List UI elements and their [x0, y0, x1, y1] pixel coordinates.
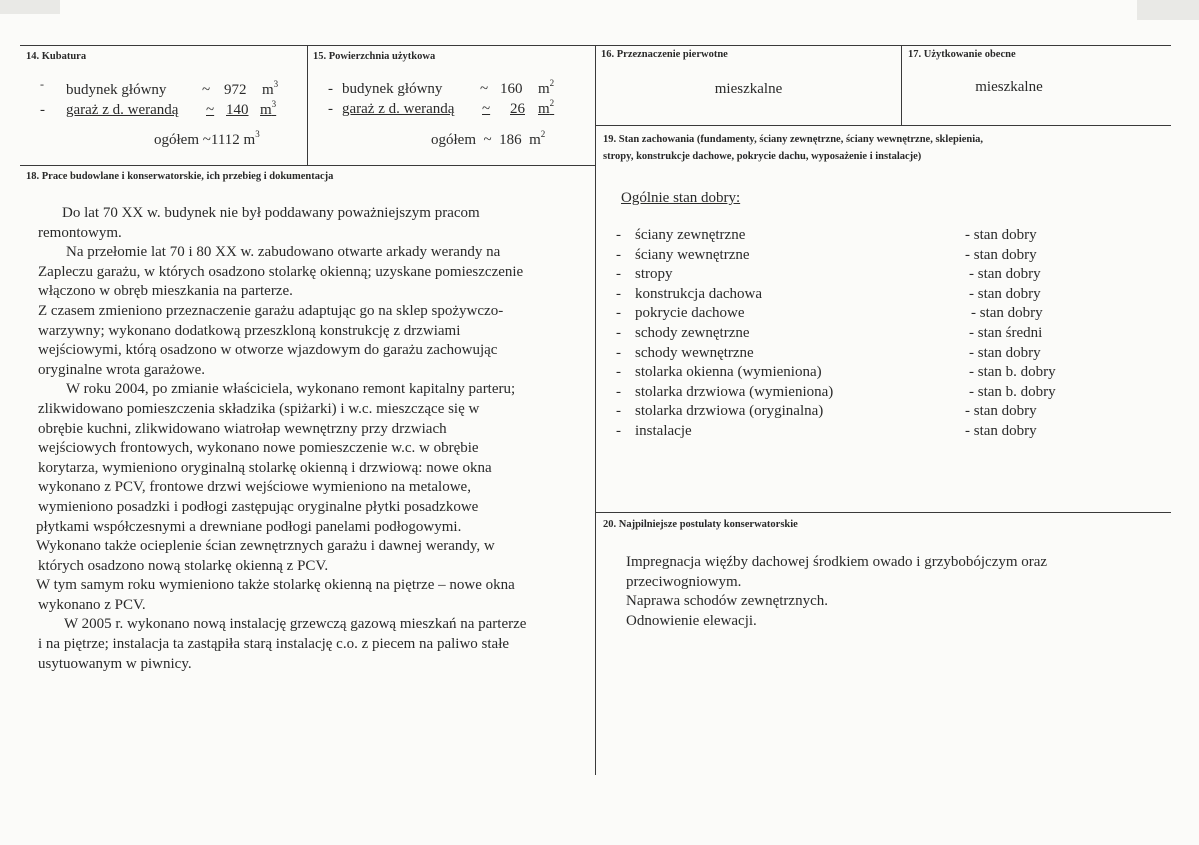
kubatura-value: 972: [224, 82, 247, 98]
kubatura-total-unit: $m^3$: [243, 129, 260, 148]
stan-row: - stropy - stan dobry: [616, 265, 1096, 285]
powierzchnia-total-value: 186: [499, 132, 522, 148]
stan-row: - ściany wewnętrzne - stan dobry: [616, 246, 1096, 266]
scan-corner-top-left: [0, 0, 60, 14]
powierzchnia-value: 160: [500, 81, 523, 97]
kubatura-value: 140: [226, 102, 249, 118]
stan-item-status: - stan dobry: [969, 266, 1041, 283]
prace-line: obrębie kuchni, zlikwidowano wiatrołap wewnętrzny przy drzwiach: [38, 420, 447, 437]
kubatura-unit: $m^3$: [260, 99, 277, 118]
stan-header: [603, 131, 983, 165]
stan-item-status: - stan dobry: [965, 246, 1037, 263]
prace-line: i na piętrze; instalacja ta zastąpiła starą instalację c.o. z piecem na paliwo stałe: [38, 636, 510, 653]
kubatura-total: [154, 131, 260, 151]
przeznaczenie-header: 16. Przeznaczenie pierwotne: [601, 49, 728, 60]
prace-line: oryginalne wrota garażowe.: [38, 361, 206, 378]
powierzchnia-total: [431, 131, 545, 151]
prace-line: zlikwidowano pomieszczenia składzika (spiżarki) i w.c. mieszczące się w: [38, 400, 480, 417]
prace-line: W tym samym roku wymieniono także stolarkę okienną na piętrze – nowe okna: [36, 577, 515, 594]
powierzchnia-total-label: ogółem: [431, 132, 476, 148]
prace-header: 18. Prace budowlane i konserwatorskie, ich przebieg i dokumentacja: [26, 171, 334, 182]
stan-item-status: - stan b. dobry: [969, 364, 1056, 381]
powierzchnia-unit: $m^2$: [538, 78, 555, 97]
uzytkowanie-header: 17. Użytkowanie obecne: [908, 49, 1016, 60]
prace-line: Na przełomie lat 70 i 80 XX w. zabudowano otwarte arkady werandy na: [66, 244, 501, 261]
prace-line: włączono w obręb mieszkania na parterze.: [38, 283, 293, 300]
kubatura-unit: $m^3$: [262, 79, 279, 98]
prace-line: usytuowanym w piwnicy.: [38, 655, 192, 672]
prace-line: warzywny; wykonano dodatkową przeszkloną konstrukcję z drzwiami: [38, 322, 461, 339]
stan-row: - schody zewnętrzne - stan średni: [616, 324, 1096, 344]
kubatura-label: budynek główny: [66, 82, 167, 98]
postulaty-line: Naprawa schodów zewnętrznych.: [626, 593, 828, 610]
stan-summary: Ogólnie stan dobry:: [621, 190, 741, 206]
prace-line: W 2005 r. wykonano nową instalację grzewczą gazową mieszkań na parterze: [64, 616, 527, 633]
stan-item-status: - stan dobry: [971, 305, 1043, 322]
prace-line: korytarza, wymieniono oryginalną stolarkę okienną i drzwiową: nowe okna: [38, 459, 492, 476]
kubatura-total-label: ogółem: [154, 132, 199, 148]
stan-row: - pokrycie dachowe - stan dobry: [616, 304, 1096, 324]
prace-line: wejściowymi, którą osadzono w otworze wjazdowym do garażu zachowując: [38, 342, 498, 359]
stan-item-name: stropy: [635, 266, 673, 283]
stan-row: - schody wewnętrzne - stan dobry: [616, 344, 1096, 364]
kubatura-approx: ~: [202, 82, 211, 98]
stan-item-status: - stan dobry: [965, 423, 1037, 439]
prace-line: których osadzono nową stolarkę okienną z PCV.: [38, 557, 329, 574]
prace-line: Wykonano także ocieplenie ścian zewnętrznych garażu i dawnej werandy, w: [36, 538, 495, 555]
stan-item-status: - stan b. dobry: [969, 383, 1056, 400]
kubatura-total-value: 1112: [210, 132, 240, 148]
stan-item-name: stolarka okienna (wymieniona): [635, 364, 822, 381]
stan-row: - stolarka okienna (wymieniona) - stan b. dobry: [616, 363, 1096, 383]
powierzchnia-unit: $m^2$: [538, 98, 555, 117]
prace-line: wykonano z PCV, frontowe drzwi wejściowe wymieniono na metalowe,: [38, 479, 471, 496]
stan-row: - instalacje - stan dobry: [616, 422, 1096, 442]
postulaty-line: Odnowienie elewacji.: [626, 612, 757, 629]
kubatura-bullet: -: [40, 102, 45, 118]
stan-item-name: pokrycie dachowe: [635, 305, 745, 322]
powierzchnia-total-unit: $m^2$: [529, 129, 546, 148]
row-divider-stan: [595, 512, 1171, 513]
stan-item-name: stolarka drzwiowa (wymieniona): [635, 383, 834, 400]
prace-line: remontowym.: [38, 224, 122, 241]
prace-line: wymieniono posadzki i podłogi zastępując oryginalne płytki posadzkowe: [38, 498, 479, 515]
postulaty-header: 20. Najpilniejsze postulaty konserwatorskie: [603, 519, 798, 530]
scan-corner-top-right: [1137, 0, 1199, 20]
stan-item-name: konstrukcja dachowa: [635, 285, 763, 302]
powierzchnia-approx: ~: [480, 81, 489, 97]
stan-item-status: - stan dobry: [969, 344, 1041, 361]
kubatura-approx: ~: [206, 102, 215, 118]
powierzchnia-label: garaż z d. werandą: [342, 101, 455, 117]
powierzchnia-approx: ~: [482, 101, 491, 117]
prace-line: wejściowych frontowych, wykonano nowe pomieszczenie w.c. w obrębie: [38, 440, 479, 457]
row-divider-left: [20, 165, 595, 166]
stan-row: - stolarka drzwiowa (wymieniona) - stan b. dobry: [616, 383, 1096, 403]
powierzchnia-value: 26: [510, 101, 525, 117]
stan-item-status: - stan dobry: [965, 403, 1037, 420]
stan-item-name: schody zewnętrzne: [635, 325, 750, 341]
prace-line: Do lat 70 XX w. budynek nie był poddawany poważniejszym pracom: [62, 205, 480, 221]
stan-item-name: ściany zewnętrzne: [635, 227, 746, 243]
col-divider-main: [595, 45, 596, 775]
stan-item-status: - stan dobry: [969, 285, 1041, 302]
postulaty-line: przeciwogniowym.: [626, 573, 742, 590]
stan-item-name: stolarka drzwiowa (oryginalna): [635, 403, 824, 420]
prace-line: wykonano z PCV.: [38, 596, 146, 613]
powierzchnia-bullet: -: [328, 101, 333, 117]
stan-item-status: - stan średni: [969, 325, 1043, 341]
stan-row: - stolarka drzwiowa (oryginalna) - stan dobry: [616, 402, 1096, 422]
przeznaczenie-value: mieszkalne: [714, 81, 783, 97]
powierzchnia-bullet: -: [328, 81, 333, 97]
stan-list: [616, 226, 1096, 442]
stan-header-line1: 19. Stan zachowania (fundamenty, ściany zewnętrzne, ściany wewnętrzne, sklepienia,: [603, 134, 984, 145]
prace-line: W roku 2004, po zmianie właściciela, wykonano remont kapitalny parteru;: [66, 381, 516, 398]
col-divider-14-15: [307, 45, 308, 165]
stan-item-name: schody wewnętrzne: [635, 344, 754, 361]
powierzchnia-total-approx: ~: [483, 132, 492, 148]
postulaty-text: [626, 553, 1166, 631]
prace-line: płytkami współczesnymi a drewniane podłogi panelami podłogowymi.: [36, 518, 462, 535]
powierzchnia-label: budynek główny: [342, 81, 443, 97]
prace-line: Zapleczu garażu, w których osadzono stolarkę okienną; uzyskane pomieszczenie: [38, 263, 524, 280]
prace-text: [38, 204, 593, 674]
uzytkowanie-value: mieszkalne: [975, 79, 1043, 95]
row-divider-right: [595, 125, 1171, 126]
kubatura-bullet: -: [40, 77, 44, 91]
stan-row: - ściany zewnętrzne - stan dobry: [616, 226, 1096, 246]
stan-row: - konstrukcja dachowa - stan dobry: [616, 285, 1096, 305]
kubatura-label: garaż z d. werandą: [66, 102, 179, 118]
kubatura-header: 14. Kubatura: [26, 51, 87, 62]
powierzchnia-header: 15. Powierzchnia użytkowa: [313, 51, 436, 62]
postulaty-line: Impregnacja więźby dachowej środkiem owado i grzybobójczym oraz: [626, 554, 1048, 570]
stan-item-status: - stan dobry: [965, 227, 1037, 243]
stan-header-line2: stropy, konstrukcje dachowe, pokrycie dachu, wyposażenie i instalacje): [603, 151, 922, 162]
kubatura-total-approx: ~: [202, 132, 211, 148]
stan-item-name: ściany wewnętrzne: [635, 246, 750, 263]
stan-item-name: instalacje: [635, 423, 692, 439]
prace-line: Z czasem zmieniono przeznaczenie garażu adaptując go na sklep spożywczo-: [38, 302, 504, 319]
